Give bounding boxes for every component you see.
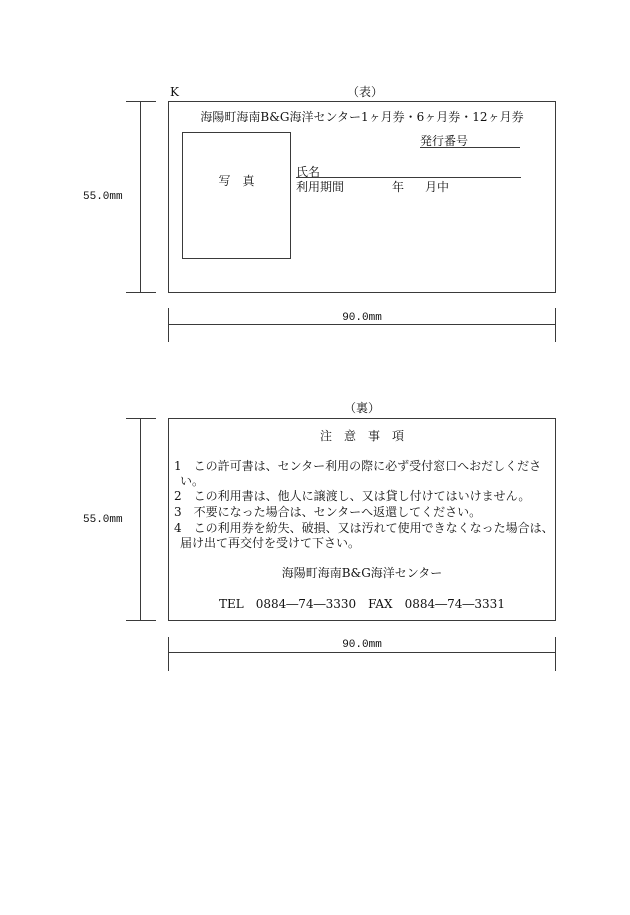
back-width-dimension-left-tick: [168, 637, 169, 671]
notice-line-4: 4 この利用券を紛失、破損、又は汚れて使用できなくなった場合は、: [174, 521, 554, 535]
front-width-dimension-right-tick: [555, 308, 556, 342]
page-marker: K: [170, 85, 179, 99]
back-width-label: 90.0mm: [342, 639, 382, 651]
front-height-dimension-bottom-tick: [126, 292, 156, 293]
back-card: [168, 418, 556, 621]
period-year-label: 年: [392, 180, 405, 194]
notice-line-2: 2 この利用書は、他人に譲渡し、又は貸し付けてはいけません。: [174, 489, 531, 503]
front-height-dimension-top-tick: [126, 101, 156, 102]
back-height-dimension-line: [140, 418, 141, 621]
back-heading: （裏）: [343, 401, 380, 415]
issue-number-underline: [420, 147, 520, 148]
back-height-dimension-top-tick: [126, 418, 156, 419]
notice-line-1: 1 この許可書は、センター利用の際に必ず受付窓口へおだしくださ: [174, 459, 542, 473]
front-height-dimension-line: [140, 101, 141, 293]
notice-line-4-continued: 届け出て再交付を受けて下さい。: [180, 536, 361, 550]
notice-line-1-continued: い。: [180, 474, 205, 488]
back-height-label: 55.0mm: [83, 514, 123, 526]
issue-number-label: 発行番号: [420, 134, 469, 148]
front-height-label: 55.0mm: [83, 191, 123, 203]
front-width-label: 90.0mm: [342, 312, 382, 324]
photo-box: [182, 132, 291, 259]
name-underline: [296, 177, 521, 178]
period-label: 利用期間: [296, 180, 345, 194]
photo-label: 写 真: [218, 174, 255, 188]
front-width-dimension-left-tick: [168, 308, 169, 342]
contact-info: TEL 0884―74―3330 FAX 0884―74―3331: [219, 597, 505, 611]
back-height-dimension-bottom-tick: [126, 620, 156, 621]
back-width-dimension-line: [168, 652, 556, 653]
front-card-title: 海陽町海南B&G海洋センター1ヶ月券・6ヶ月券・12ヶ月券: [200, 110, 524, 124]
notice-line-3: 3 不要になった場合は、センターへ返還してください。: [174, 505, 482, 519]
notice-title: 注 意 事 項: [319, 429, 404, 443]
period-month-label: 月中: [425, 180, 450, 194]
back-width-dimension-right-tick: [555, 637, 556, 671]
organization-name: 海陽町海南B&G海洋センター: [281, 566, 443, 580]
front-heading: （表）: [346, 85, 383, 99]
name-label: 氏名: [296, 165, 321, 179]
